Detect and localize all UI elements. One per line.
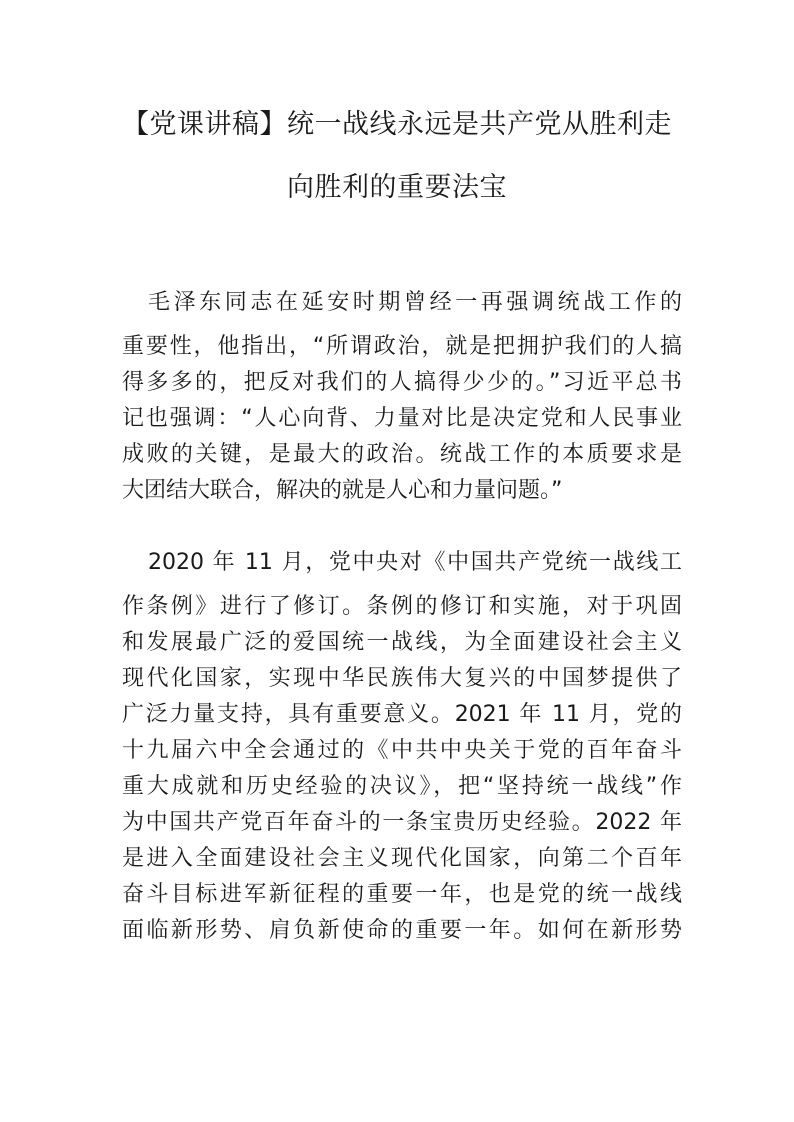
paragraph-1-line-5: 成败的关键，是最大的政治。统战工作的本质要求是 <box>122 442 682 467</box>
paragraph-2-line-6: 十九届六中全会通过的《中共中央关于党的百年奋斗 <box>122 738 682 763</box>
paragraph-2-line-3: 和发展最广泛的爱国统一战线，为全面建设社会主义 <box>122 630 682 655</box>
paragraph-1-line-3: 得多多的，把反对我们的人搞得少少的。”习近平总书 <box>122 370 682 395</box>
paragraph-2-line-11: 面临新形势、肩负新使命的重要一年。如何在新形势 <box>122 918 682 943</box>
document-title-line-2: 向胜利的重要法宝 <box>287 172 507 203</box>
paragraph-2-line-10: 奋斗目标进军新征程的重要一年，也是党的统一战线 <box>122 882 682 907</box>
paragraph-2-line-7: 重大成就和历史经验的决议》，把“坚持统一战线”作 <box>122 774 682 799</box>
paragraph-2-line-8: 为中国共产党百年奋斗的一条宝贵历史经验。2022 年 <box>122 810 682 835</box>
paragraph-2-line-9: 是进入全面建设社会主义现代化国家，向第二个百年 <box>122 846 682 871</box>
paragraph-2-line-1: 2020 年 11 月，党中央对《中国共产党统一战线工 <box>148 550 682 575</box>
document-title-line-1: 【党课讲稿】统一战线永远是共产党从胜利走 <box>122 109 672 140</box>
paragraph-2-line-2: 作条例》进行了修订。条例的修订和实施，对于巩固 <box>122 594 682 619</box>
paragraph-2-line-5: 广泛力量支持，具有重要意义。2021 年 11 月，党的 <box>122 702 682 727</box>
paragraph-1-line-4: 记也强调：“人心向背、力量对比是决定党和人民事业 <box>122 406 682 431</box>
paragraph-1-line-2: 重要性，他指出，“所谓政治，就是把拥护我们的人搞 <box>122 334 682 359</box>
paragraph-1-line-6: 大团结大联合，解决的就是人心和力量问题。” <box>122 478 563 503</box>
paragraph-2-line-4: 现代化国家，实现中华民族伟大复兴的中国梦提供了 <box>122 666 682 691</box>
paragraph-1-line-1: 毛泽东同志在延安时期曾经一再强调统战工作的 <box>148 290 682 315</box>
